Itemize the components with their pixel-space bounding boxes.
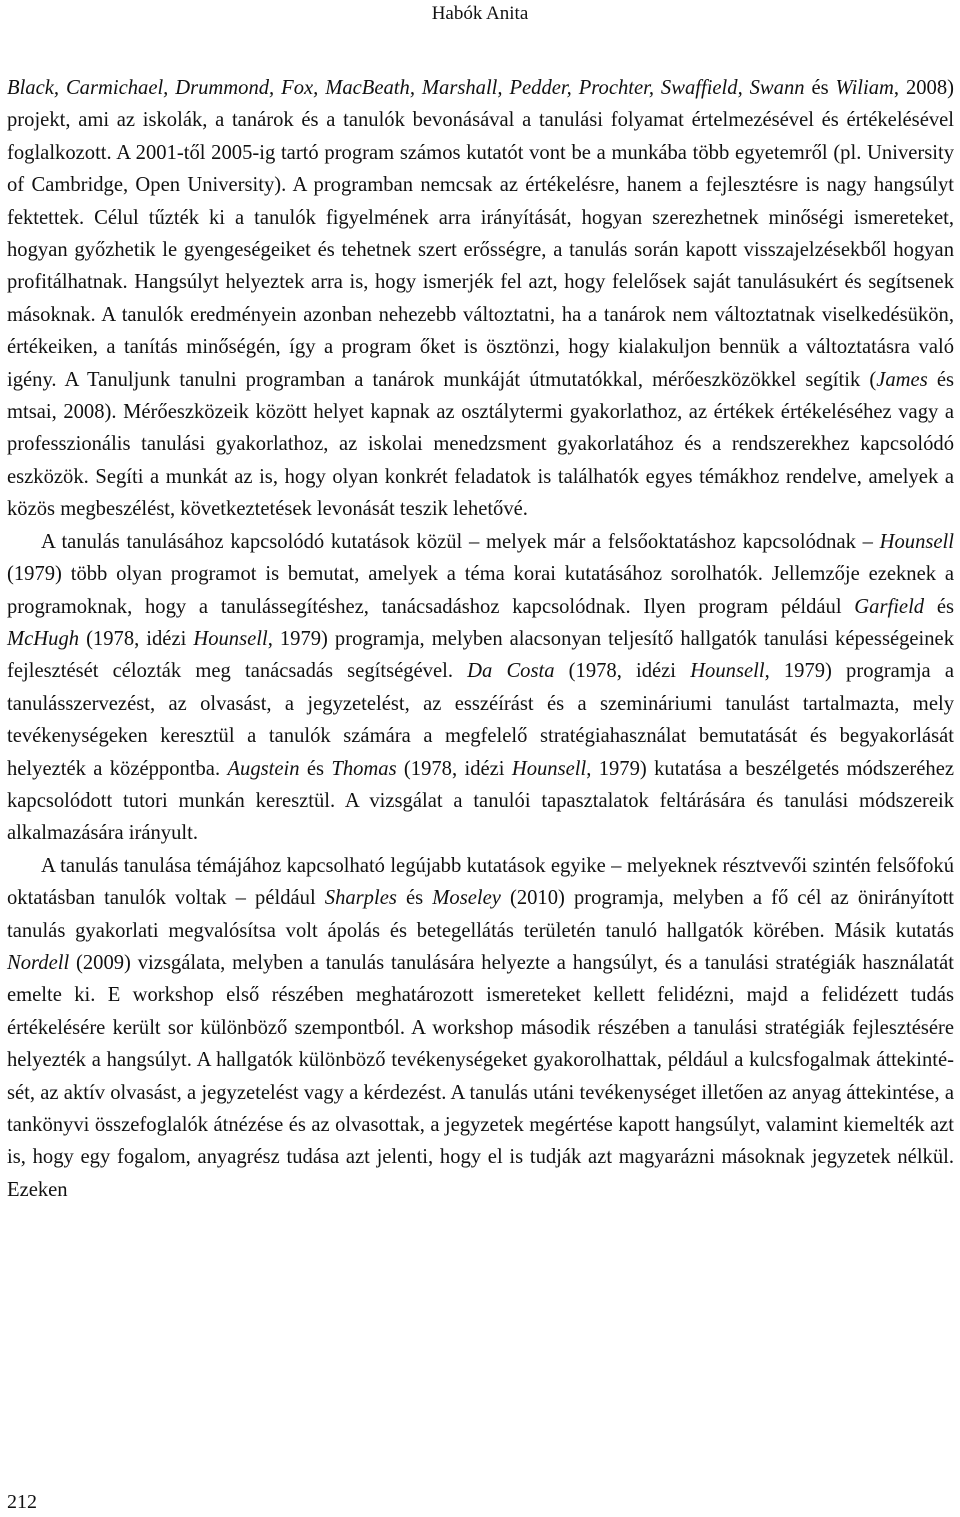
running-header: Habók Anita [431,3,529,24]
cited-author: Sharples [324,887,397,910]
cited-author: Moseley [432,887,501,910]
cited-author: James [876,368,928,391]
text-run: , 1979) kutatása a beszélgetés módszeréhez kapcsolódott tutori munkán keresztül. A vizsgálat a tanulói tapasztalatok feltárására és tanulási módszereik alkalmazására irányult. [7,757,954,845]
cited-author: Hounsell [511,757,587,780]
cited-author: Hounsell [193,627,268,650]
text-run: és [299,757,332,780]
text-run: (1979) több olyan programot is bemutat, amelyek a téma korai kutatásához sorolhatók. Jellemzője ezeknek a programoknak, hogy a tanulássegítéshez, tanácsadáshoz kapcsolódnak. Ilyen program például [7,563,954,618]
page-number: 212 [7,1491,37,1513]
cited-author: Augstein [227,757,300,780]
text-run: , 1979) programja a tanulásszervezést, az olvasást, a jegyzetelést, az esszéírást és a szemináriumi tanulást tartalmazta, mely tevékenységeken keresztül a tanulók számára a megfelelő stratégiahasználat bemutatását és begyakorlását helyezték a középpontba. [7,660,954,780]
body-text [7,72,954,1206]
paragraph-3 [7,850,954,1206]
text-run: (1978, idézi [396,757,512,780]
cited-author: Nordell [7,951,70,974]
text-run: (1978, idézi [554,660,691,683]
text-run: és [924,595,954,618]
cited-author: Thomas [331,757,397,780]
cited-author: Hounsell [879,530,954,553]
cited-author: McHugh [7,627,80,650]
cited-author: Hounsell [690,660,765,683]
paragraph-1 [7,72,954,526]
text-run: és [804,77,836,99]
text-run: , 2008) projekt, ami az iskolák, a tanárok és a tanulók bevonásával a tanulási folyamat értelmezésével és értékelésével foglalkozott. A 2001-től 2005-ig tartó program számos kutatót vont be a munkába több egyetemről (pl. University of Cambridge, Open University). A programban nemcsak az értékelésre, hanem a fejlesztésre is nagy hangsúlyt fektettek. Célul tűzték ki a tanulók figyelmének arra irányítását, hogyan szerezhetnek minőségi ismereteket, hogyan győzhetik le gyengeségeiket és tehetnek szert erősségre, a tanulás során kapott visszajelzésekből hogyan profitálhatnak. Hangsúlyt helyeztek arra is, hogy ismerjék fel azt, hogy felelősek saját tanulásukért és segítsenek másoknak. A tanulók eredményein azonban nehezebb változtatni, ha a tanárok nem változtatnak viselkedésükön, értékeiken, a tanítás minőségén, így a program őket is ösztönzi, hogy kialakuljon bennük a változtatásra való igény. A Tanuljunk tanulni programban a tanárok munkáját útmutatókkal, mérőeszközökkel segítik ( [7,77,955,391]
text-run: (1978, idézi [79,627,194,650]
text-run: A tanulás tanulása témájához kapcsolható legújabb kutatások egyike – melyeknek résztvevői szintén felsőfokú oktatásban tanulók voltak – például [7,854,954,910]
cited-author: Wiliam [835,77,894,99]
cited-author: Garfield [854,595,925,618]
text-run: és mtsai, 2008). Mérőeszközeik között helyet kapnak az osztálytermi gyakorlathoz, az értékek értékeléséhez vagy a professzionális tanulási gyakorlathoz, az iskolai menedzsment gyakorlatához és a rendszerekhez kapcsolódó eszközök. Segíti a munkát az is, hogy olyan konkrét feladatok is találhatók egyes témákhoz rendelve, amelyek a közös megbeszélést, következtetések levonását teszik lehetővé. [7,368,954,521]
text-run: , 1979) programja, melyben alacsonyan teljesítő hallgatók tanulási képességeinek fejlesztését célozták meg tanácsadás segítségével. [7,627,954,683]
text-run: (2009) vizsgálata, melyben a tanulás tanulására helyezte a hangsúlyt, és a tanulási stratégiák használatát emelte ki. E workshop első részében meghatározott ismereteket kellett felidézni, majd a felidézett tudás értékelésére került sor különböző szempontból. A workshop második részében a tanulási stratégiák fejlesztésére helyezték a hangsúlyt. A hallgatók különböző tevékenységeket gyakorolhattak, például a kulcsfogalmak áttekintését, az aktív olvasást, a jegyzetelést vagy a kérdezést. A tanulás utáni tevékenységet illetően az anyag áttekintése, a tankönyvi összefoglalók átnézése és az olvasottak, a jegyzetek megértése kapott hangsúlyt, valamint kiemelték azt is, hogy egy fogalom, anyagrész tudása azt jelenti, hogy el is tudják azt magyarázni másoknak jegyzetek nélkül. Ezeken [7,951,954,1201]
cited-author: Black, Carmichael, Drummond, Fox, MacBeath, Marshall, Pedder, Prochter, Swaffield, Swann [7,77,805,99]
cited-author: Da Costa [467,660,555,683]
text-run: A tanulás tanulásához kapcsolódó kutatások közül – melyek már a felsőoktatáshoz kapcsolódnak – [41,530,880,553]
text-run: (2010) programja, melyben a fő cél az önirányított tanulás gyakorlati megvalósítsa volt ápolás és betegellátás területén tanuló hallgatók körében. Másik kutatás [7,887,955,942]
text-run: és [396,887,433,910]
paragraph-2 [7,526,954,850]
